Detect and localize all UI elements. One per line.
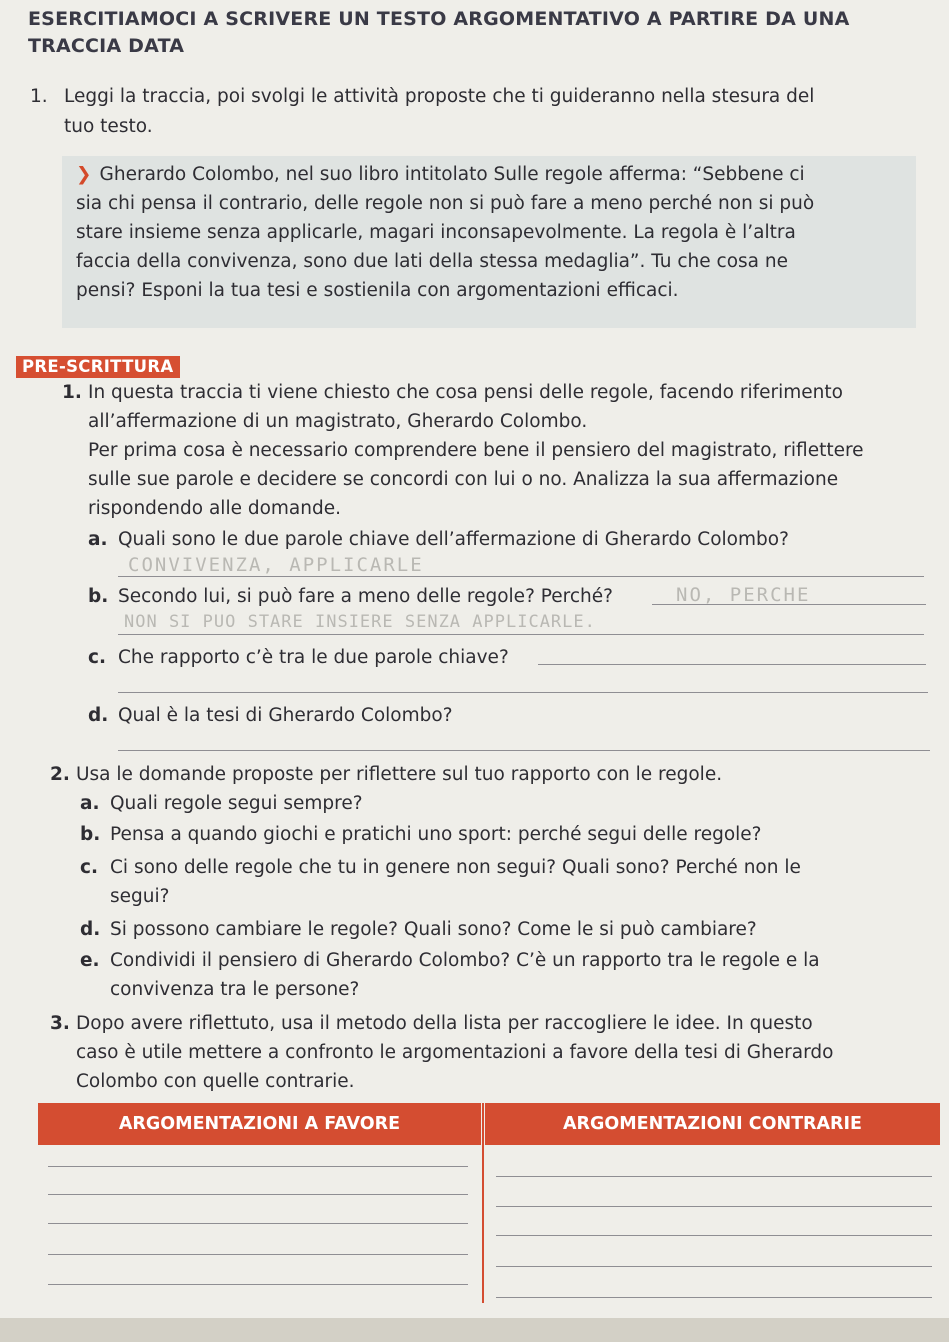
item-1-number: 1. <box>62 382 82 403</box>
item-1-line-1: In questa traccia ti viene chiesto che cosa pensi delle regole, facendo riferimento <box>88 382 843 403</box>
favor-line-2[interactable] <box>48 1194 468 1195</box>
item-2-text: Usa le domande proposte per riflettere sul tuo rapporto con le regole. <box>76 764 723 785</box>
question-1b-letter: b. <box>88 586 109 607</box>
question-2e-line-2: convivenza tra le persone? <box>110 979 360 1000</box>
question-2e <box>80 946 920 1004</box>
answer-1a-handwriting: CONVIVENZA, APPLICARLE <box>128 554 424 576</box>
item-1 <box>62 378 922 523</box>
answer-1b-handwriting-1: NO, PERCHE <box>676 584 811 606</box>
question-1a-letter: a. <box>88 529 108 550</box>
trace-line-2: sia chi pensa il contrario, delle regole non si può fare a meno perché non si può <box>76 193 815 214</box>
answer-line-1b-1[interactable] <box>652 604 926 605</box>
favor-line-3[interactable] <box>48 1223 468 1224</box>
item-3-number: 3. <box>50 1013 70 1034</box>
title-line-1: ESERCITIAMOCI A SCRIVERE UN TESTO ARGOMENTATIVO A PARTIRE DA UNA <box>28 8 850 30</box>
item-2-number: 2. <box>50 764 70 785</box>
item-1-line-4: sulle sue parole e decidere se concordi con lui o no. Analizza la sua affermazione <box>88 469 839 490</box>
item-3 <box>50 1009 920 1096</box>
item-1-line-5: rispondendo alle domande. <box>88 498 341 519</box>
contrary-line-4[interactable] <box>496 1266 932 1267</box>
section-label-prescrittura: PRE-SCRITTURA <box>16 356 180 378</box>
question-2c <box>80 853 920 911</box>
question-2e-letter: e. <box>80 950 100 971</box>
favor-line-1[interactable] <box>48 1166 468 1167</box>
question-2e-line-1: Condividi il pensiero di Gherardo Colombo? C’è un rapporto tra le regole e la <box>110 950 820 971</box>
trace-text <box>76 160 896 305</box>
answer-line-1c-1[interactable] <box>538 664 926 665</box>
question-2d <box>80 915 920 944</box>
question-1a-text: Quali sono le due parole chiave dell’affermazione di Gherardo Colombo? <box>118 529 789 550</box>
intro-instruction <box>30 82 900 142</box>
item-3-line-2: caso è utile mettere a confronto le argomentazioni a favore della tesi di Gherardo <box>76 1042 834 1063</box>
trace-line-3: stare insieme senza applicarle, magari inconsapevolmente. La regola è l’altra <box>76 222 796 243</box>
question-1c-text: Che rapporto c’è tra le due parole chiave? <box>118 647 509 668</box>
question-2c-letter: c. <box>80 857 98 878</box>
item-2 <box>50 760 920 789</box>
question-2c-line-1: Ci sono delle regole che tu in genere non segui? Quali sono? Perché non le <box>110 857 801 878</box>
page-bottom-edge <box>0 1318 949 1342</box>
trace-line-4: faccia della convivenza, sono due lati della stessa medaglia”. Tu che cosa ne <box>76 251 788 272</box>
question-2b <box>80 820 920 849</box>
question-2a-letter: a. <box>80 793 100 814</box>
question-1d-text: Qual è la tesi di Gherardo Colombo? <box>118 705 453 726</box>
page-title <box>28 6 908 60</box>
contrary-line-5[interactable] <box>496 1297 932 1298</box>
answer-line-1a[interactable] <box>118 576 924 577</box>
trace-line-5: pensi? Esponi la tua tesi e sostienila con argomentazioni efficaci. <box>76 280 679 301</box>
favor-line-5[interactable] <box>48 1284 468 1285</box>
contrary-line-1[interactable] <box>496 1176 932 1177</box>
question-2d-letter: d. <box>80 919 101 940</box>
intro-number: 1. <box>30 86 48 107</box>
question-1a <box>88 525 908 554</box>
intro-line-2: tuo testo. <box>64 116 153 137</box>
item-1-line-3: Per prima cosa è necessario comprendere bene il pensiero del magistrato, riflettere <box>88 440 864 461</box>
question-2b-letter: b. <box>80 824 101 845</box>
question-1c-letter: c. <box>88 647 106 668</box>
item-1-line-2: all’affermazione di un magistrato, Gherardo Colombo. <box>88 411 588 432</box>
contrary-line-2[interactable] <box>496 1206 932 1207</box>
question-2b-text: Pensa a quando giochi e pratichi uno sport: perché segui delle regole? <box>110 824 762 845</box>
table-header-contrary: ARGOMENTAZIONI CONTRARIE <box>485 1103 940 1145</box>
trace-line-1: Gherardo Colombo, nel suo libro intitolato Sulle regole afferma: “Sebbene ci <box>99 164 805 185</box>
answer-1b-handwriting-2: NON SI PUO STARE INSIERE SENZA APPLICARLE. <box>124 612 596 632</box>
question-2c-line-2: segui? <box>110 886 170 907</box>
question-2a-text: Quali regole segui sempre? <box>110 793 363 814</box>
table-column-divider <box>482 1103 484 1303</box>
question-1d <box>88 701 908 730</box>
question-1c <box>88 643 908 672</box>
arrow-right-icon: ❯ <box>76 164 92 185</box>
question-1d-letter: d. <box>88 705 109 726</box>
question-2a <box>80 789 920 818</box>
intro-line-1: Leggi la traccia, poi svolgi le attività proposte che ti guideranno nella stesura del <box>64 86 815 107</box>
answer-line-1d[interactable] <box>118 750 930 751</box>
title-line-2: TRACCIA DATA <box>28 35 185 57</box>
favor-line-4[interactable] <box>48 1254 468 1255</box>
contrary-line-3[interactable] <box>496 1235 932 1236</box>
question-2d-text: Si possono cambiare le regole? Quali sono? Come le si può cambiare? <box>110 919 757 940</box>
table-header-favor: ARGOMENTAZIONI A FAVORE <box>38 1103 481 1145</box>
item-3-line-1: Dopo avere riflettuto, usa il metodo della lista per raccogliere le idee. In questo <box>76 1013 813 1034</box>
answer-line-1b-2[interactable] <box>118 634 924 635</box>
question-1b-text: Secondo lui, si può fare a meno delle regole? Perché? <box>118 586 613 607</box>
answer-line-1c-2[interactable] <box>118 692 928 693</box>
item-3-line-3: Colombo con quelle contrarie. <box>76 1071 355 1092</box>
